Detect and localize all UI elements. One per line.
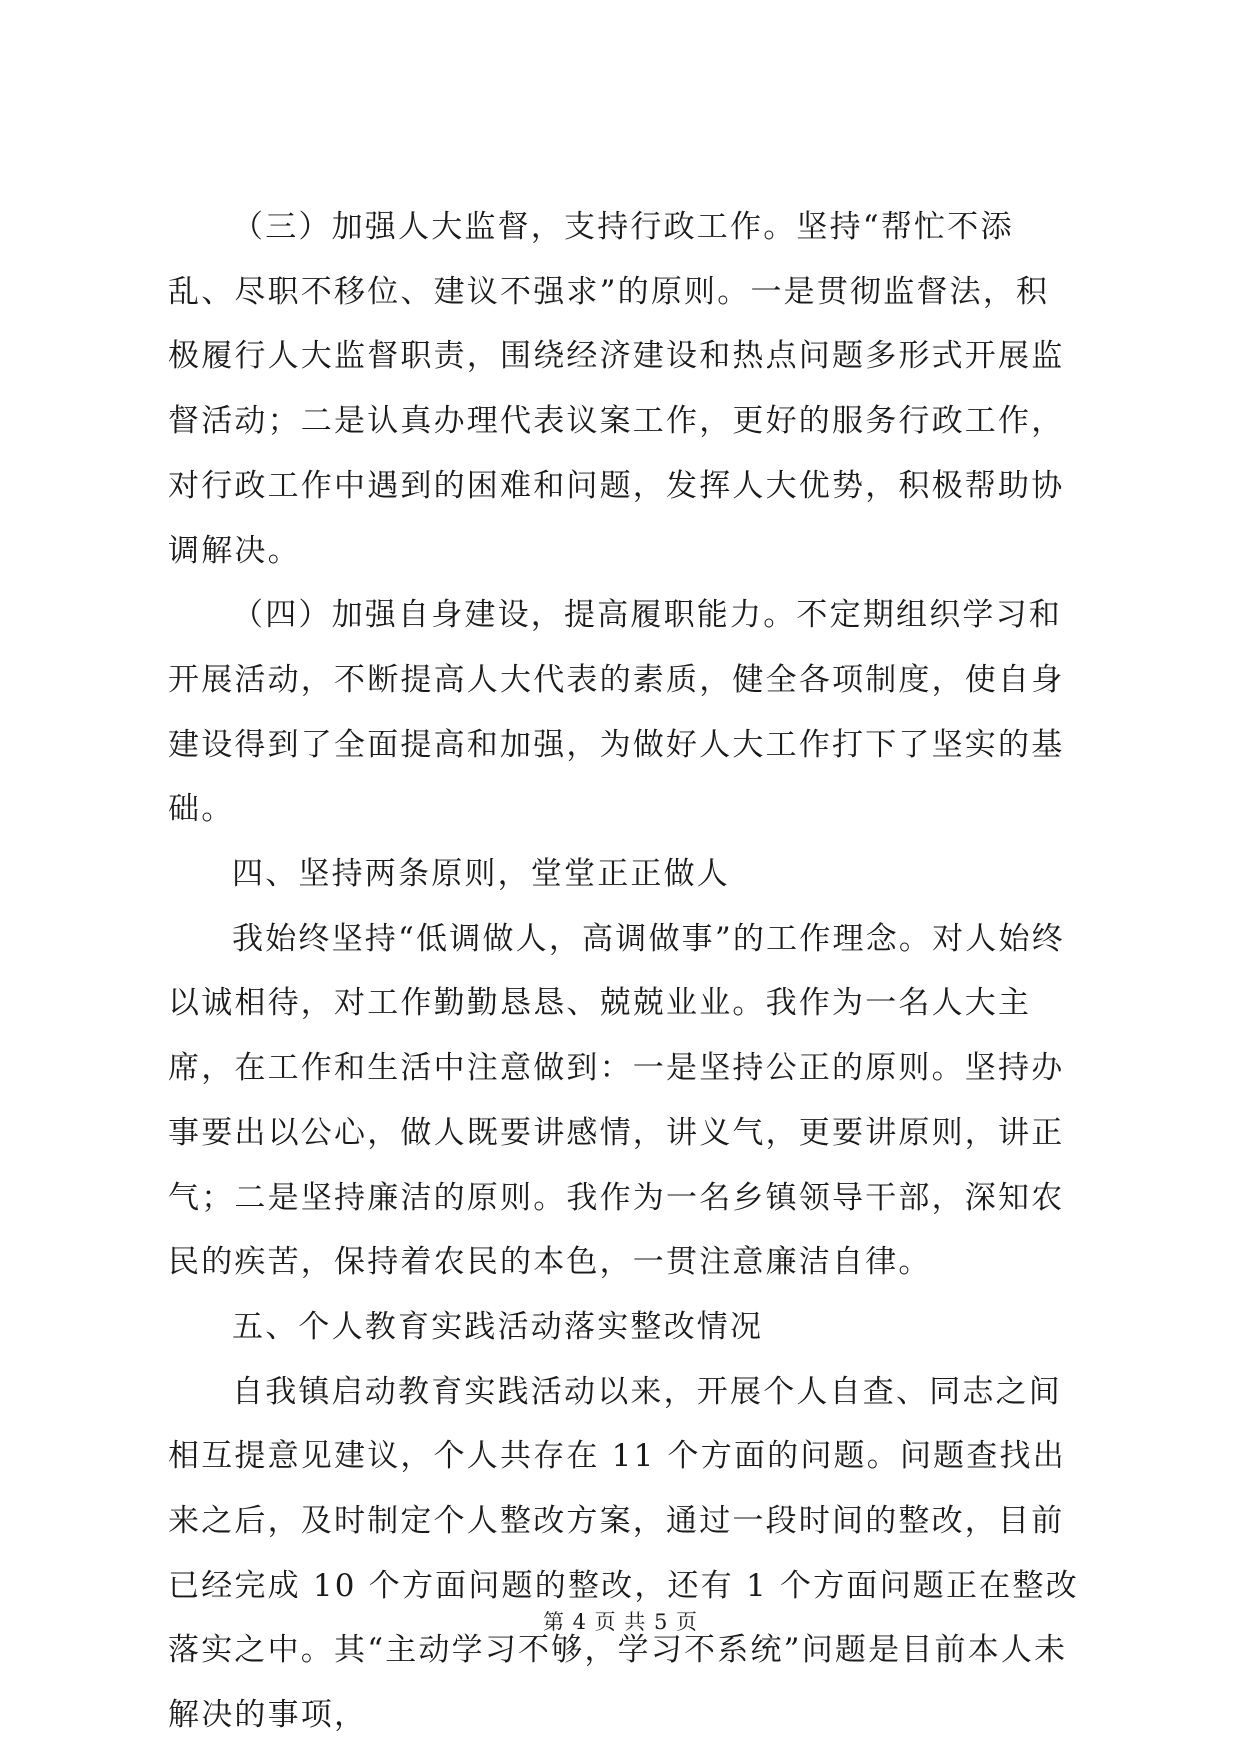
paragraph-principles: 我始终坚持“低调做人，高调做事”的工作理念。对人始终以诚相待，对工作勤勤恳恳、兢兢业业。我作为一名人大主席，在工作和生活中注意做到：一是坚持公正的原则。坚持办事要出以公心，做人既要讲感情，讲义气，更要讲原则，讲正气；二是坚持廉洁的原则。我作为一名乡镇领导干部，深知农民的疾苦，保持着农民的本色，一贯注意廉洁自律。: [168, 920, 1065, 1281]
section-heading-5: 五、个人教育实践活动落实整改情况: [232, 1308, 764, 1345]
paragraph-3: （三）加强人大监督，支持行政工作。坚持“帮忙不添乱、尽职不移位、建议不强求”的原则。一是贯彻监督法，积极履行人大监督职责，围绕经济建设和热点问题多形式开展监督活动；二是认真办理代表议案工作，更好的服务行政工作，对行政工作中遇到的困难和问题，发挥人大优势，积极帮助协调解决。: [168, 209, 1065, 569]
paragraph-rectification: 自我镇启动教育实践活动以来，开展个人自查、同志之间相互提意见建议，个人共存在 11 个方面的问题。问题查找出来之后，及时制定个人整改方案，通过一段时间的整改，目前已经完成 10 个方面问题的整改，还有 1 个方面问题正在整改落实之中。其“主动学习不够，学习不系统”问题是目前本人未解决的事项，: [168, 1373, 1079, 1734]
section-heading-4: 四、坚持两条原则，堂堂正正做人: [232, 856, 730, 893]
page-footer: 第 4 页 共 5 页: [542, 1610, 699, 1634]
document-body: [168, 195, 1080, 1748]
paragraph-4: （四）加强自身建设，提高履职能力。不定期组织学习和开展活动，不断提高人大代表的素质，健全各项制度，使自身建设得到了全面提高和加强，为做好人大工作打下了坚实的基础。: [168, 597, 1065, 828]
